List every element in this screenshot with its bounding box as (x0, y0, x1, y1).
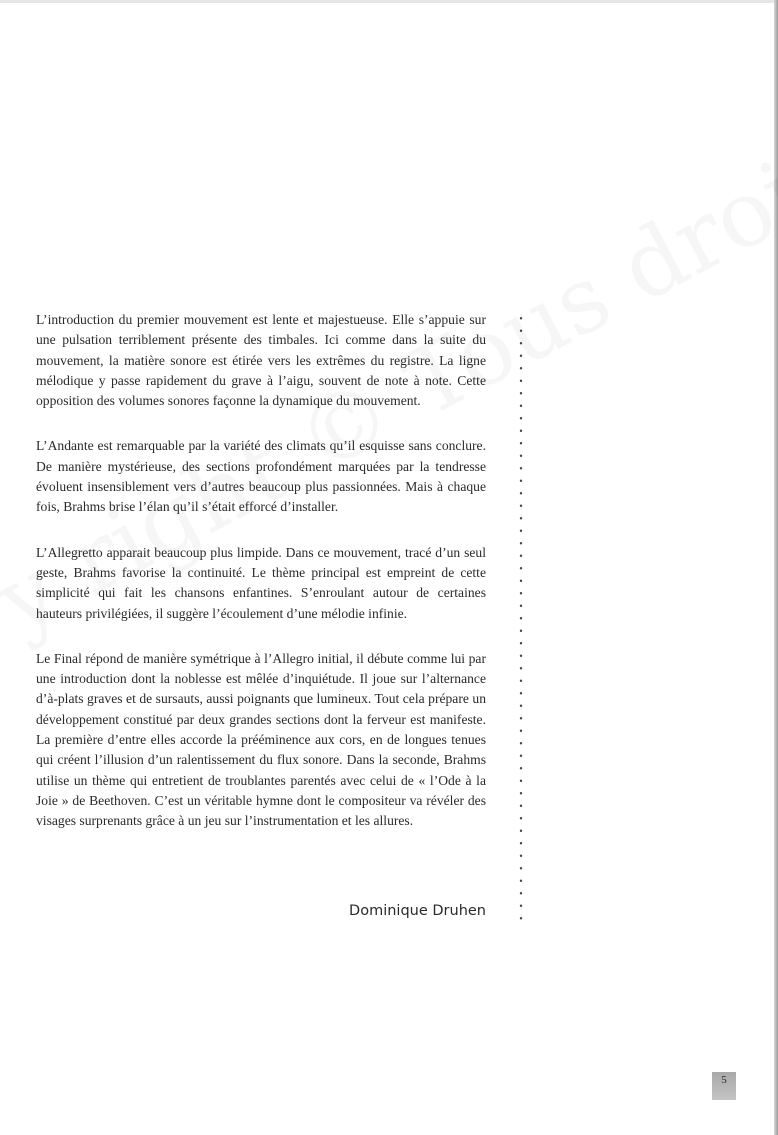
paragraph-final: Le Final répond de manière symétrique à l’Allegro initial, il débute comme lui par une introduction dont la noblesse est mêlée d’inquiétude. Il joue sur l’alternance d’à-plats graves et de sursauts, aussi poignants que lumineux. Tout cela prépare un développement constitué par deux grandes sections dont la ferveur est manifeste. La première d’entre elles accorde la prééminence aux cors, en de longues tenues qui créent l’illusion d’un ralentissement du flux sonore. Dans la seconde, Brahms utilise un thème qui entretient de troublantes parentés avec celui de « l’Ode à la Joie » de Beethoven. C’est un véritable hymne dont le compositeur va révéler des visages surprenants grâce à un jeu sur l’instrumentation et les allures. (36, 650, 486, 829)
paragraph-allegretto: L’Allegretto apparait beaucoup plus limpide. Dans ce mouvement, tracé d’un seul geste, Brahms favorise la continuité. Le thème principal est empreint de cette simplicité qui fait les chansons enfantines. S’enroulant autour de certaines hauteurs privilégiées, il suggère l’écoulement d’une mélodie infinie. (36, 544, 486, 621)
page-right-edge (774, 0, 778, 1135)
page-top-edge (0, 0, 778, 3)
paragraph-first-movement: L’introduction du premier mouvement est lente et majestueuse. Elle s’appuie sur une pulsation terriblement présente des timbales. Ici comme dans la suite du mouvement, la matière sonore est étirée vers les extrêmes du registre. La ligne mélodique y passe rapidement du grave à l’aigu, souvent de note à note. Cette opposition des volumes sonores façonne la dynamique du mouvement. (36, 312, 486, 409)
paragraph-andante: L’Andante est remarquable par la variété des climats qu’il esquisse sans conclure. De manière mystérieuse, des sections profondément marquées par la tendresse évoluent insensiblement vers d’autres beaucoup plus passionnées. Mais à chaque fois, Brahms brise l’élan qu’il s’était efforcé d’installer. (36, 438, 486, 515)
page-number: 5 (721, 1074, 727, 1086)
article-body (36, 310, 486, 857)
page-number-tab (712, 1072, 736, 1100)
dotted-vertical-rule (519, 312, 523, 922)
author-signature: Dominique Druhen (349, 903, 486, 919)
